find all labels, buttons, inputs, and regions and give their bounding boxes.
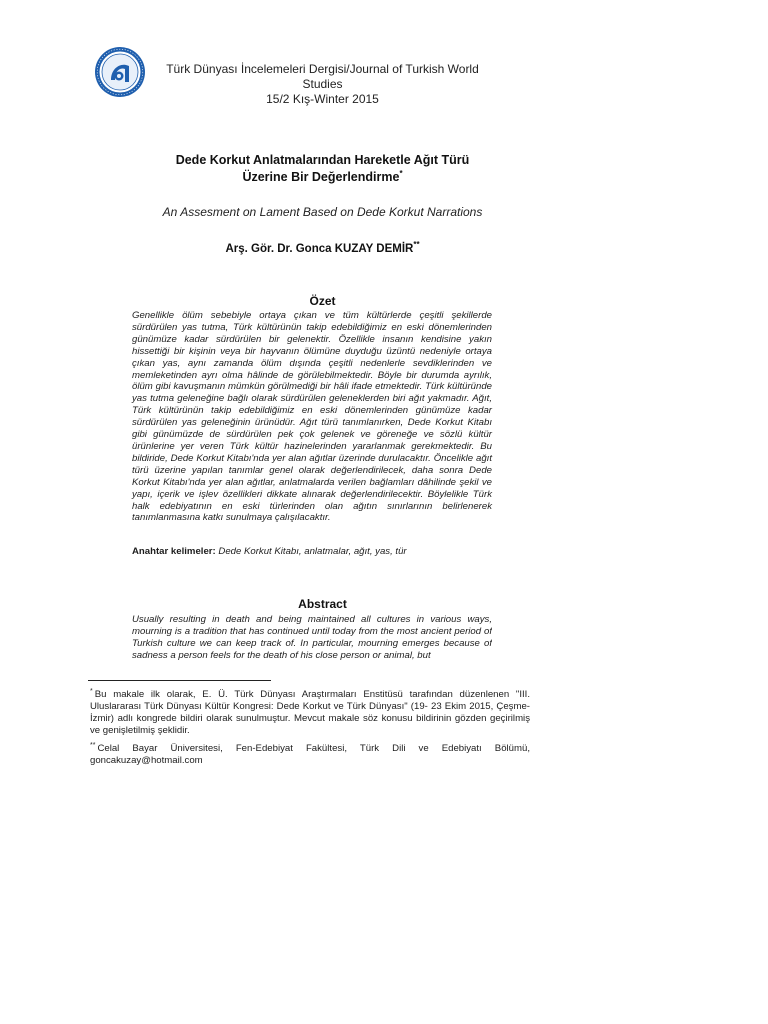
keywords-label: Anahtar kelimeler: [132,546,216,557]
article-title [120,152,525,186]
journal-logo-icon [94,46,146,98]
footnote-2-marker: ** [90,741,96,749]
keywords [132,546,492,557]
title-line-2 [120,169,525,186]
author-line [120,240,525,255]
title-line-1: Dede Korkut Anlatmalarından Hareketle Ağıt Türü [175,153,470,167]
ozet-heading: Özet [309,294,336,308]
title-footnote-marker: * [399,168,403,178]
abstract-text: Usually resulting in death and being maintained all cultures in various ways, mourning is a tradition that has continued until today from the most ancient period of Turkish culture we can keep track of. In particular, mourning emerges because of sadness a person feels for the death of his close person or animal, but [132,614,492,661]
english-title: An Assesment on Lament Based on Dede Korkut Narrations [162,205,483,219]
abstract-heading: Abstract [298,597,347,611]
footnote-1-text: Bu makale ilk olarak, E. Ü. Türk Dünyası Araştırmaları Enstitüsü tarafından düzenlenen "III. Uluslararası Türk Dünyası Kültür Kongresi: Dede Korkut ve Türk Dünyası" (19- 23 Ekim 2015, Çeşme- İzmir) adlı kongrede bildiri olarak sunulmuştur. Mevcut makale söz konusu bildirinin gözden geçirilmiş ve genişletilmiş şeklidir. [90,689,530,736]
footnote-2-text: Celal Bayar Üniversitesi, Fen-Edebiyat Fakültesi, Türk Dili ve Edebiyatı Bölümü, goncakuzay@hotmail.com [90,743,530,766]
author-footnote-marker: ** [413,240,420,250]
footnote-divider [88,680,271,681]
journal-header [160,62,485,107]
journal-name: Türk Dünyası İncelemeleri Dergisi/Journal of Turkish World Studies [166,62,479,91]
author-name: Arş. Gör. Dr. Gonca KUZAY DEMİR [225,243,414,255]
footnote-1-marker: * [90,687,93,695]
footnote-2 [90,743,530,767]
keywords-value: Dede Korkut Kitabı, anlatmalar, ağıt, yas, tür [218,546,407,557]
journal-issue: 15/2 Kış-Winter 2015 [266,92,379,106]
ozet-text: Genellikle ölüm sebebiyle ortaya çıkan ve tüm kültürlerde çeşitli şekillerde sürdürülen yas tutma, Türk kültürünün takip edebildiğimiz en eski dönemlerinden günümüze kadar sürdürülen bir gelenektir. Özellikle insanın kendisine yakın hissettiği bir kişinin veya bir hayvanın ölümüne duyduğu üzüntü nedeniyle ortaya çıkan yas, aynı zamanda ölüm dışında çeşitli nedenlerle sevdiklerinden ve memleketinden ayrı olma hâlinde de görülebilmektedir. Böyle bir durumda ayrılık, ölüm gibi kavuşmanın mümkün görülmediği bir hâli ifade etmektedir. Türk kültüründe yas tutma geleneğine bağlı olarak sürdürülen geleneklerden biri ağıt yakmadır. Ağıt, Türk kültürünün takip edebildiğimiz en eski dönemlerinden günümüze kadar sürdürülen yas geleneğinin ürünüdür. Ağıt türü tanımlanırken, Dede Korkut Kitabı gibi günümüzde de sürdürülen pek çok gelenek ve göreneğe ve sözlü kültür ürünlerine yer veren Türk kültür hazinelerinden yararlanmak gerekmektedir. Bu bildiride, Dede Korkut Kitabı'nda yer alan ağıtlar üzerinde durulacaktır. Öncelikle ağıt türü üzerine yapılan tanımlar genel olarak değerlendirilecek, daha sonra Dede Korkut Kitabı'nda yer alan ağıtlar, anlatmalarda verilen bağlamları dâhilinde şekil ve yapı, içerik ve işlev özellikleri dikkate alınarak değerlendirilecektir. Böylelikle Türk halk edebiyatının en eski türlerinden olan ağıtın sınırlarının belirlenerek tanımlanmasına katkı sunulmaya çalışılacaktır. [132,310,492,524]
footnote-1 [90,689,530,737]
title-line-2-text: Üzerine Bir Değerlendirme [242,170,400,184]
